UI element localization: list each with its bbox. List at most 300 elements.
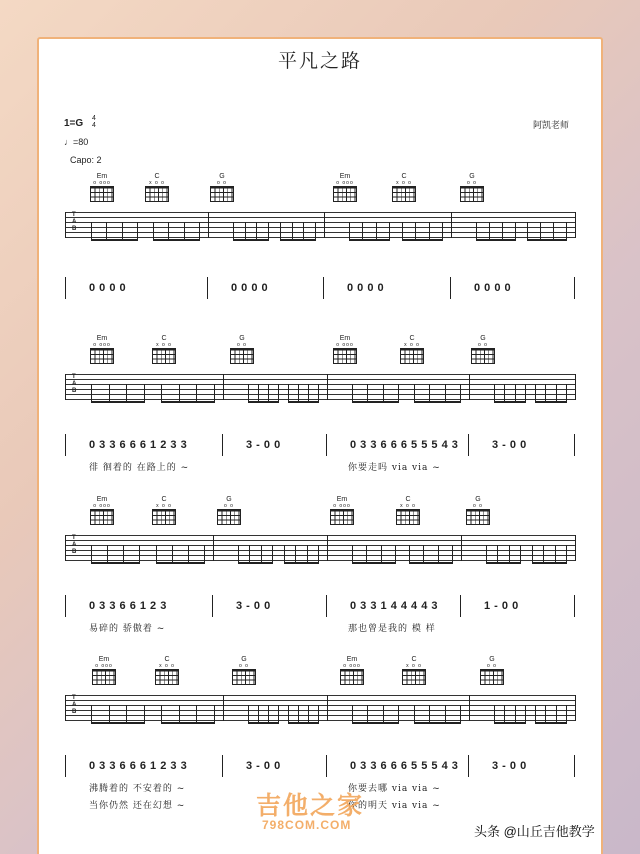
chord-open-strings: o ooo bbox=[93, 503, 111, 509]
numbered-notation-measure: 0 0 0 0 bbox=[347, 282, 385, 294]
chord-diagram bbox=[402, 655, 426, 685]
chord-fretboard bbox=[460, 186, 484, 202]
chord-fretboard bbox=[210, 186, 234, 202]
rhythm-stem bbox=[233, 222, 234, 240]
tab-clef-letter: T bbox=[72, 374, 76, 380]
tab-string-line bbox=[66, 700, 575, 701]
chord-diagram bbox=[471, 334, 495, 364]
numbered-notation-measure: 3 - 0 0 bbox=[246, 760, 281, 772]
chord-name: C bbox=[409, 335, 415, 342]
rhythm-stem bbox=[109, 705, 110, 723]
rhythm-stem bbox=[318, 705, 319, 723]
rhythm-stem bbox=[258, 705, 259, 723]
chord-diagram bbox=[480, 655, 504, 685]
rhythm-stem bbox=[179, 705, 180, 723]
rhythm-stem bbox=[256, 222, 257, 240]
chord-diagram bbox=[152, 334, 176, 364]
rhythm-beam bbox=[414, 401, 461, 403]
lyric-line: 易碎的 骄傲着 ~ bbox=[89, 624, 166, 634]
rhythm-stem bbox=[292, 222, 293, 240]
rhythm-stem bbox=[566, 545, 567, 563]
rhythm-stem bbox=[525, 705, 526, 723]
watermark-url: 798COM.COM bbox=[262, 818, 352, 832]
notation-barline bbox=[222, 434, 223, 456]
rhythm-beam bbox=[280, 239, 316, 241]
rhythm-stem bbox=[389, 222, 390, 240]
rhythm-stem bbox=[409, 545, 410, 563]
rhythm-stem bbox=[486, 545, 487, 563]
rhythm-stem bbox=[248, 705, 249, 723]
rhythm-stem bbox=[515, 705, 516, 723]
tab-string-line bbox=[66, 374, 575, 375]
rhythm-beam bbox=[409, 562, 453, 564]
rhythm-stem bbox=[429, 705, 430, 723]
rhythm-stem bbox=[272, 545, 273, 563]
rhythm-stem bbox=[153, 222, 154, 240]
rhythm-stem bbox=[352, 705, 353, 723]
rhythm-stem bbox=[376, 222, 377, 240]
rhythm-stem bbox=[196, 705, 197, 723]
rhythm-stem bbox=[553, 222, 554, 240]
rhythm-stem bbox=[91, 222, 92, 240]
chord-fretboard bbox=[90, 348, 114, 364]
chord-diagram bbox=[230, 334, 254, 364]
rhythm-stem bbox=[452, 545, 453, 563]
rhythm-stem bbox=[349, 222, 350, 240]
rhythm-stems bbox=[0, 222, 640, 244]
chord-open-strings: o ooo bbox=[336, 342, 354, 348]
notation-barline bbox=[65, 277, 66, 299]
rhythm-stem bbox=[280, 222, 281, 240]
rhythm-stem bbox=[249, 545, 250, 563]
chord-name: C bbox=[164, 656, 170, 663]
rhythm-stem bbox=[295, 545, 296, 563]
rhythm-stem bbox=[460, 384, 461, 402]
numbered-notation-measure: 0 3 3 6 6 1 2 3 bbox=[89, 600, 167, 612]
rhythm-stem bbox=[381, 545, 382, 563]
rhythm-stem bbox=[144, 705, 145, 723]
tab-clef-letter: A bbox=[72, 542, 77, 548]
rhythm-stem bbox=[367, 384, 368, 402]
chord-name: Em bbox=[98, 656, 110, 663]
chord-open-strings: o ooo bbox=[343, 663, 361, 669]
chord-open-strings: x o o bbox=[159, 663, 175, 669]
chord-open-strings: o ooo bbox=[95, 663, 113, 669]
rhythm-stem bbox=[168, 222, 169, 240]
notation-barline bbox=[65, 434, 66, 456]
chord-diagram bbox=[466, 495, 490, 525]
rhythm-beam bbox=[352, 722, 399, 724]
rhythm-stem bbox=[352, 384, 353, 402]
chord-open-strings: x o o bbox=[404, 342, 420, 348]
rhythm-stem bbox=[278, 384, 279, 402]
rhythm-stem bbox=[429, 384, 430, 402]
rhythm-stem bbox=[442, 222, 443, 240]
rhythm-beam bbox=[153, 239, 200, 241]
chord-diagram bbox=[392, 172, 416, 202]
rhythm-stem bbox=[555, 545, 556, 563]
key-signature: 1=G bbox=[64, 118, 84, 129]
rhythm-stem bbox=[261, 545, 262, 563]
rhythm-stem bbox=[298, 705, 299, 723]
rhythm-beam bbox=[535, 722, 567, 724]
rhythm-stem bbox=[527, 222, 528, 240]
numbered-notation-measure: 0 0 0 0 bbox=[231, 282, 269, 294]
rhythm-stem bbox=[502, 222, 503, 240]
tab-string-line bbox=[66, 535, 575, 536]
chord-open-strings: o ooo bbox=[333, 503, 351, 509]
rhythm-beam bbox=[91, 562, 140, 564]
chord-fretboard bbox=[392, 186, 416, 202]
capo-marking: Capo: 2 bbox=[70, 155, 102, 165]
rhythm-stem bbox=[248, 384, 249, 402]
numbered-notation-measure: 0 3 3 6 6 6 5 5 5 4 3 bbox=[350, 439, 459, 451]
rhythm-stem bbox=[494, 705, 495, 723]
notation-barline bbox=[450, 277, 451, 299]
rhythm-stem bbox=[268, 222, 269, 240]
tab-string-line bbox=[66, 540, 575, 541]
notation-barline bbox=[574, 277, 575, 299]
rhythm-stem bbox=[540, 222, 541, 240]
rhythm-stem bbox=[179, 384, 180, 402]
rhythm-beam bbox=[414, 722, 461, 724]
chord-fretboard bbox=[145, 186, 169, 202]
tab-clef-letter: B bbox=[72, 709, 77, 715]
rhythm-stem bbox=[107, 545, 108, 563]
chord-diagram bbox=[90, 334, 114, 364]
notation-barline bbox=[574, 434, 575, 456]
chord-fretboard bbox=[152, 509, 176, 525]
rhythm-stem bbox=[556, 384, 557, 402]
tab-string-line bbox=[66, 212, 575, 213]
tab-clef-letter: B bbox=[72, 549, 77, 555]
rhythm-beam bbox=[288, 401, 319, 403]
lyric-line: 你要走吗 via via ~ bbox=[348, 463, 441, 473]
rhythm-beam bbox=[352, 562, 396, 564]
rhythm-stem bbox=[423, 545, 424, 563]
chord-open-strings: o o bbox=[217, 180, 227, 186]
rhythm-beam bbox=[476, 239, 516, 241]
rhythm-beam bbox=[161, 401, 215, 403]
rhythm-stem bbox=[515, 222, 516, 240]
rhythm-beam bbox=[91, 401, 145, 403]
rhythm-stem bbox=[307, 545, 308, 563]
lyric-line: 那也曾是我的 模 样 bbox=[348, 624, 436, 634]
rhythm-stem bbox=[520, 545, 521, 563]
notation-barline bbox=[574, 595, 575, 617]
chord-fretboard bbox=[471, 348, 495, 364]
chord-name: G bbox=[226, 496, 232, 503]
rhythm-beam bbox=[494, 401, 526, 403]
chord-name: C bbox=[161, 335, 167, 342]
chord-open-strings: x o o bbox=[156, 342, 172, 348]
notation-barline bbox=[326, 755, 327, 777]
numbered-notation-measure: 0 3 3 1 4 4 4 4 3 bbox=[350, 600, 439, 612]
rhythm-stem bbox=[429, 222, 430, 240]
notation-barline bbox=[323, 277, 324, 299]
numbered-notation-measure: 0 3 3 6 6 6 1 2 3 3 bbox=[89, 439, 188, 451]
tab-string-line bbox=[66, 217, 575, 218]
rhythm-stem bbox=[126, 384, 127, 402]
lyric-line: 你要去哪 via via ~ bbox=[348, 784, 441, 794]
chord-fretboard bbox=[230, 348, 254, 364]
chord-diagram bbox=[333, 334, 357, 364]
rhythm-stem bbox=[489, 222, 490, 240]
rhythm-stem bbox=[188, 545, 189, 563]
chord-fretboard bbox=[480, 669, 504, 685]
notation-barline bbox=[326, 595, 327, 617]
song-title: 平凡之路 bbox=[277, 50, 362, 72]
rhythm-stem bbox=[123, 545, 124, 563]
rhythm-stem bbox=[362, 222, 363, 240]
rhythm-stem bbox=[532, 545, 533, 563]
notation-barline bbox=[222, 755, 223, 777]
rhythm-stem bbox=[122, 222, 123, 240]
chord-name: Em bbox=[336, 496, 348, 503]
numbered-notation-measure: 3 - 0 0 bbox=[492, 760, 527, 772]
chord-name: Em bbox=[339, 173, 351, 180]
rhythm-stem bbox=[214, 705, 215, 723]
rhythm-stem bbox=[415, 222, 416, 240]
lyric-line: 你的明天 via via ~ bbox=[348, 801, 441, 811]
chord-name: Em bbox=[96, 335, 108, 342]
rhythm-stem bbox=[91, 545, 92, 563]
chord-diagram bbox=[155, 655, 179, 685]
chord-diagram bbox=[340, 655, 364, 685]
rhythm-stem bbox=[556, 705, 557, 723]
rhythm-stem bbox=[214, 384, 215, 402]
rhythm-stem bbox=[566, 222, 567, 240]
rhythm-stem bbox=[161, 705, 162, 723]
rhythm-stem bbox=[476, 222, 477, 240]
chord-fretboard bbox=[333, 348, 357, 364]
tab-clef-letter: T bbox=[72, 535, 76, 541]
rhythm-stem bbox=[460, 705, 461, 723]
rhythm-beam bbox=[532, 562, 567, 564]
chord-name: Em bbox=[346, 656, 358, 663]
rhythm-stem bbox=[383, 705, 384, 723]
rhythm-stem bbox=[566, 705, 567, 723]
rhythm-stem bbox=[139, 545, 140, 563]
rhythm-stem bbox=[402, 222, 403, 240]
chord-fretboard bbox=[330, 509, 354, 525]
rhythm-stem bbox=[545, 384, 546, 402]
rhythm-beam bbox=[284, 562, 319, 564]
rhythm-stem bbox=[303, 222, 304, 240]
notation-barline bbox=[65, 755, 66, 777]
chord-open-strings: x o o bbox=[396, 180, 412, 186]
notation-barline bbox=[574, 755, 575, 777]
chord-name: C bbox=[154, 173, 160, 180]
rhythm-stem bbox=[414, 705, 415, 723]
rhythm-stem bbox=[525, 384, 526, 402]
tab-clef-letter: B bbox=[72, 388, 77, 394]
rhythm-stems bbox=[0, 545, 640, 567]
notation-barline bbox=[468, 434, 469, 456]
numbered-notation-measure: 0 3 3 6 6 6 5 5 5 4 3 bbox=[350, 760, 459, 772]
chord-fretboard bbox=[217, 509, 241, 525]
tab-clef-letter: A bbox=[72, 702, 77, 708]
chord-open-strings: o o bbox=[473, 503, 483, 509]
rhythm-stem bbox=[367, 705, 368, 723]
rhythm-stem bbox=[137, 222, 138, 240]
notation-barline bbox=[468, 755, 469, 777]
chord-name: Em bbox=[96, 496, 108, 503]
chord-name: C bbox=[161, 496, 167, 503]
chord-fretboard bbox=[155, 669, 179, 685]
rhythm-stem bbox=[144, 384, 145, 402]
rhythm-stem bbox=[268, 705, 269, 723]
chord-name: C bbox=[405, 496, 411, 503]
chord-fretboard bbox=[402, 669, 426, 685]
rhythm-beam bbox=[161, 722, 215, 724]
chord-name: G bbox=[241, 656, 247, 663]
rhythm-beam bbox=[349, 239, 390, 241]
chord-name: G bbox=[219, 173, 225, 180]
chord-open-strings: x o o bbox=[406, 663, 422, 669]
numbered-notation-measure: 0 3 3 6 6 6 1 2 3 3 bbox=[89, 760, 188, 772]
rhythm-beam bbox=[91, 722, 145, 724]
rhythm-stem bbox=[126, 705, 127, 723]
chord-name: Em bbox=[96, 173, 108, 180]
rhythm-stem bbox=[199, 222, 200, 240]
rhythm-stem bbox=[566, 384, 567, 402]
tab-string-line bbox=[66, 695, 575, 696]
rhythm-stem bbox=[535, 705, 536, 723]
time-signature-bottom: 4 bbox=[92, 122, 96, 129]
tab-string-line bbox=[66, 379, 575, 380]
chord-fretboard bbox=[466, 509, 490, 525]
rhythm-stem bbox=[494, 384, 495, 402]
tab-clef-letter: A bbox=[72, 219, 77, 225]
chord-fretboard bbox=[92, 669, 116, 685]
chord-diagram bbox=[90, 495, 114, 525]
chord-name: G bbox=[475, 496, 481, 503]
rhythm-stem bbox=[268, 384, 269, 402]
chord-open-strings: o ooo bbox=[336, 180, 354, 186]
rhythm-beam bbox=[527, 239, 567, 241]
tab-clef-letter: T bbox=[72, 212, 76, 218]
rhythm-beam bbox=[486, 562, 521, 564]
rhythm-stem bbox=[106, 222, 107, 240]
rhythm-stem bbox=[288, 384, 289, 402]
lyric-line: 当你仍然 还在幻想 ~ bbox=[89, 801, 186, 811]
chord-open-strings: o o bbox=[224, 503, 234, 509]
rhythm-stem bbox=[438, 545, 439, 563]
numbered-notation-measure: 0 0 0 0 bbox=[89, 282, 127, 294]
chord-diagram bbox=[152, 495, 176, 525]
chord-open-strings: o o bbox=[237, 342, 247, 348]
chord-name: G bbox=[469, 173, 475, 180]
rhythm-stem bbox=[245, 222, 246, 240]
rhythm-stem bbox=[308, 705, 309, 723]
chord-open-strings: o o bbox=[478, 342, 488, 348]
rhythm-stems bbox=[0, 384, 640, 406]
rhythm-beam bbox=[288, 722, 319, 724]
numbered-notation-measure: 3 - 0 0 bbox=[492, 439, 527, 451]
numbered-notation-measure: 3 - 0 0 bbox=[246, 439, 281, 451]
rhythm-beam bbox=[156, 562, 205, 564]
source-credit: 头条 @山丘吉他教学 bbox=[474, 824, 595, 839]
watermark-logo: 吉他之家 bbox=[256, 792, 365, 820]
notation-barline bbox=[326, 434, 327, 456]
tab-clef-letter: T bbox=[72, 695, 76, 701]
time-signature bbox=[90, 115, 98, 129]
chord-name: Em bbox=[339, 335, 351, 342]
rhythm-stem bbox=[445, 705, 446, 723]
chord-name: G bbox=[239, 335, 245, 342]
rhythm-beam bbox=[238, 562, 273, 564]
chord-open-strings: x o o bbox=[149, 180, 165, 186]
chord-diagram bbox=[460, 172, 484, 202]
lyric-line: 徘 徊着的 在路上的 ~ bbox=[89, 463, 190, 473]
rhythm-stem bbox=[395, 545, 396, 563]
numbered-notation-measure: 1 - 0 0 bbox=[484, 600, 519, 612]
rhythm-stem bbox=[398, 705, 399, 723]
rhythm-stem bbox=[238, 545, 239, 563]
chord-name: C bbox=[411, 656, 417, 663]
rhythm-stem bbox=[398, 384, 399, 402]
chord-fretboard bbox=[90, 509, 114, 525]
notation-barline bbox=[65, 595, 66, 617]
rhythm-stem bbox=[258, 384, 259, 402]
chord-diagram bbox=[232, 655, 256, 685]
chord-diagram bbox=[400, 334, 424, 364]
rhythm-beam bbox=[352, 401, 399, 403]
chord-diagram bbox=[333, 172, 357, 202]
rhythm-stem bbox=[156, 545, 157, 563]
chord-fretboard bbox=[90, 186, 114, 202]
chord-fretboard bbox=[152, 348, 176, 364]
rhythm-stem bbox=[109, 384, 110, 402]
chord-open-strings: o ooo bbox=[93, 180, 111, 186]
rhythm-stem bbox=[352, 545, 353, 563]
chord-diagram bbox=[210, 172, 234, 202]
time-signature-top: 4 bbox=[92, 115, 96, 122]
rhythm-stem bbox=[278, 705, 279, 723]
chord-diagram bbox=[90, 172, 114, 202]
notation-barline bbox=[207, 277, 208, 299]
rhythm-stems bbox=[0, 705, 640, 727]
rhythm-beam bbox=[494, 722, 526, 724]
lyric-line: 沸腾着的 不安着的 ~ bbox=[89, 784, 186, 794]
rhythm-stem bbox=[543, 545, 544, 563]
rhythm-stem bbox=[91, 705, 92, 723]
rhythm-stem bbox=[172, 545, 173, 563]
rhythm-stem bbox=[288, 705, 289, 723]
tab-clef-letter: B bbox=[72, 226, 77, 232]
rhythm-stem bbox=[515, 384, 516, 402]
rhythm-stem bbox=[298, 384, 299, 402]
rhythm-stem bbox=[284, 545, 285, 563]
rhythm-stem bbox=[504, 705, 505, 723]
rhythm-beam bbox=[402, 239, 443, 241]
rhythm-stem bbox=[204, 545, 205, 563]
chord-fretboard bbox=[396, 509, 420, 525]
chord-diagram bbox=[330, 495, 354, 525]
chord-fretboard bbox=[333, 186, 357, 202]
chord-name: C bbox=[401, 173, 407, 180]
tab-clef-letter: A bbox=[72, 381, 77, 387]
chord-open-strings: o ooo bbox=[93, 342, 111, 348]
chord-fretboard bbox=[340, 669, 364, 685]
chord-name: G bbox=[480, 335, 486, 342]
rhythm-stem bbox=[545, 705, 546, 723]
numbered-notation-measure: 3 - 0 0 bbox=[236, 600, 271, 612]
rhythm-stem bbox=[445, 384, 446, 402]
rhythm-beam bbox=[535, 401, 567, 403]
chord-open-strings: o o bbox=[467, 180, 477, 186]
